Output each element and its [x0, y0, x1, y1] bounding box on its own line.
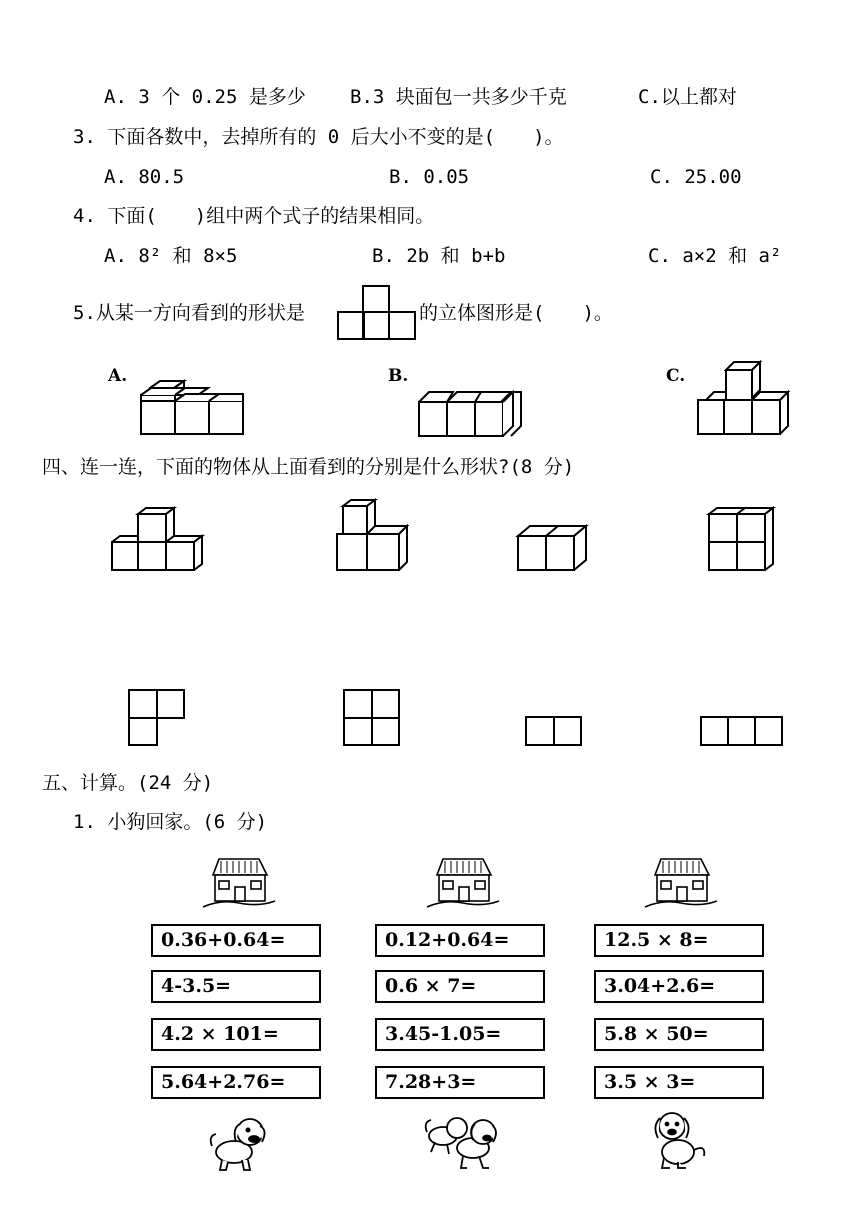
q3-stem: 3. 下面各数中，去掉所有的 0 后大小不变的是( )。 [73, 126, 564, 148]
calc-box-c3-3: 5.8 × 50= [594, 1018, 764, 1051]
q5-view-shape-figure [337, 284, 417, 342]
dog-icon [648, 1108, 714, 1170]
q5-stem-before: 5.从某一方向看到的形状是 [73, 302, 305, 324]
q4-option-c: C. a×2 和 a² [648, 245, 782, 267]
q2-option-a: A. 3 个 0.25 是多少 [104, 86, 306, 108]
calc-box-c2-1: 0.12+0.64= [375, 924, 545, 957]
s4-object-3-figure [516, 522, 590, 572]
q3-option-a: A. 80.5 [104, 166, 185, 188]
house-icon [643, 855, 719, 911]
house-icon [201, 855, 277, 911]
q3-option-b: B. 0.05 [389, 166, 470, 188]
dogs-icon [421, 1112, 501, 1172]
calc-box-c2-4: 7.28+3= [375, 1066, 545, 1099]
q5-option-c-cubes-figure [696, 360, 792, 438]
calc-box-c1-1: 0.36+0.64= [151, 924, 321, 957]
q5-stem-after: 的立体图形是( )。 [419, 302, 613, 324]
q4-option-a: A. 8² 和 8×5 [104, 245, 238, 267]
q5-option-a-cubes-figure [140, 380, 244, 438]
calc-box-c2-3: 3.45-1.05= [375, 1018, 545, 1051]
q5-option-b-label: B. [388, 366, 409, 386]
calc-box-c3-2: 3.04+2.6= [594, 970, 764, 1003]
dog-icon [204, 1114, 270, 1172]
section5-title: 五、计算。(24 分) [42, 772, 214, 794]
q3-option-c: C. 25.00 [650, 166, 742, 188]
q5-option-c-label: C. [666, 366, 686, 386]
calc-box-c1-3: 4.2 × 101= [151, 1018, 321, 1051]
s4-object-4-figure [707, 506, 775, 572]
section4-title: 四、连一连，下面的物体从上面看到的分别是什么形状?(8 分) [42, 456, 575, 478]
s4-view-square-figure [343, 689, 401, 747]
section5-sub1: 1. 小狗回家。(6 分) [73, 811, 268, 833]
s4-view-two-row-figure [525, 716, 583, 747]
s4-view-three-row-figure [700, 716, 784, 747]
calc-box-c3-4: 3.5 × 3= [594, 1066, 764, 1099]
q4-option-b: B. 2b 和 b+b [372, 245, 506, 267]
house-icon [425, 855, 501, 911]
calc-box-c1-4: 5.64+2.76= [151, 1066, 321, 1099]
q2-option-b: B.3 块面包一共多少千克 [350, 86, 567, 108]
s4-view-l-shape-figure [128, 689, 186, 747]
calc-box-c3-1: 12.5 × 8= [594, 924, 764, 957]
q2-option-c: C.以上都对 [638, 86, 737, 108]
calc-box-c2-2: 0.6 × 7= [375, 970, 545, 1003]
calc-box-c1-2: 4-3.5= [151, 970, 321, 1003]
s4-object-2-figure [335, 498, 411, 572]
q5-option-a-label: A. [108, 366, 128, 386]
q4-stem: 4. 下面( )组中两个式子的结果相同。 [73, 205, 435, 227]
q5-option-b-cubes-figure [418, 388, 522, 438]
s4-object-1-figure [110, 506, 206, 572]
